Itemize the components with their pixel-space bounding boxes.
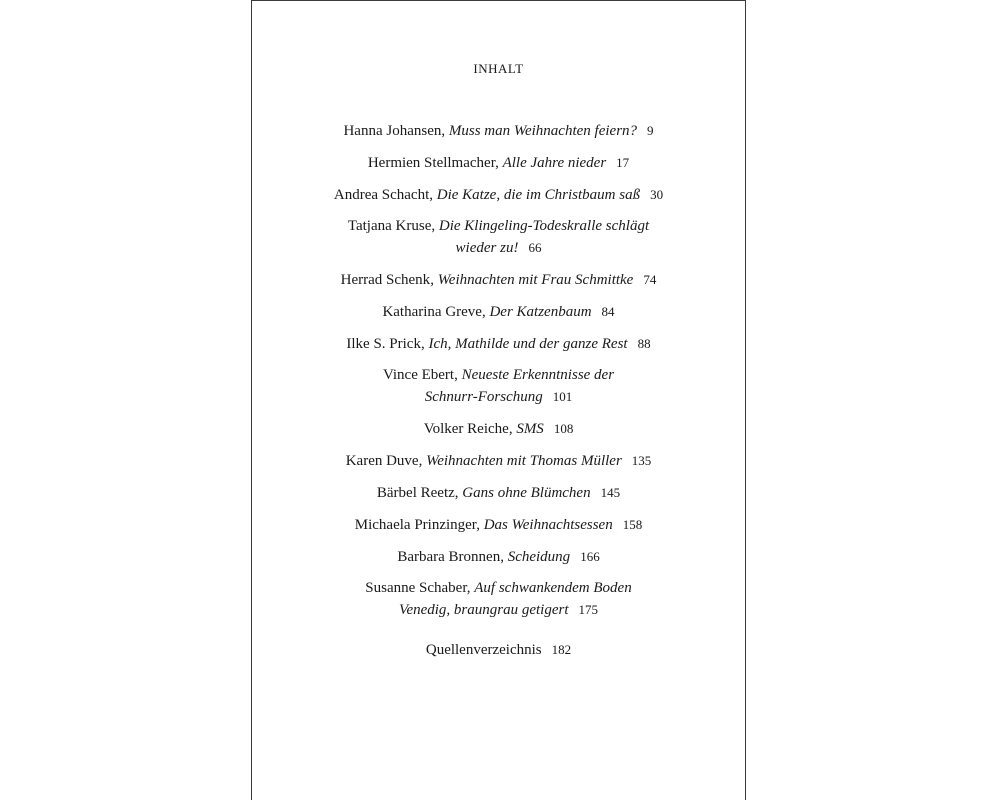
entry-author: Michaela Prinzinger	[354, 517, 477, 533]
entry-author: Ilke S. Prick	[346, 336, 421, 352]
toc-entry: Hermien Stellmacher, Alle Jahre nieder 17	[367, 155, 630, 171]
entry-page-number: 30	[650, 187, 664, 202]
entry-author: Barbara Bronnen	[397, 549, 501, 565]
entry-page-number: 17	[616, 155, 630, 170]
entry-page-number: 145	[600, 485, 621, 500]
entry-title-line-1: Die Klingeling-Todeskralle schlägt	[438, 218, 650, 234]
entry-title: Weihnachten mit Frau Schmittke	[437, 272, 634, 288]
entry-page-number: 66	[528, 240, 542, 255]
entry-page-number: 74	[643, 272, 657, 287]
toc-heading: INHALT	[473, 61, 524, 76]
entry-author: Susanne Schaber	[365, 580, 467, 596]
entry-author: Bärbel Reetz	[376, 485, 455, 501]
entry-page-number: 88	[637, 336, 651, 351]
table-of-contents	[252, 120, 745, 631]
toc-entry: Hanna Johansen, Muss man Weihnachten feiern? 9	[343, 123, 654, 139]
toc-entry: Tatjana Kruse, Die Klingeling-Todeskralle schlägt wieder zu! 66	[347, 218, 650, 256]
toc-entry: Katharina Greve, Der Katzenbaum 84	[382, 304, 615, 320]
entry-page-number: 158	[622, 517, 643, 532]
entry-title: Weihnachten mit Thomas Müller	[426, 453, 622, 469]
entry-page-number: 84	[601, 304, 615, 319]
toc-entry: Michaela Prinzinger, Das Weihnachtsessen 158	[354, 517, 643, 533]
toc-entry: Ilke S. Prick, Ich, Mathilde und der ganze Rest 88	[346, 336, 651, 352]
entry-author: Volker Reiche	[423, 421, 509, 437]
entry-title: SMS	[516, 421, 544, 437]
entry-page-number: 166	[580, 549, 600, 564]
entry-title: Der Katzenbaum	[489, 304, 592, 320]
entry-title: Gans ohne Blümchen	[462, 485, 591, 501]
entry-author: Hanna Johansen	[343, 123, 442, 139]
entry-title-line-2: wieder zu!	[455, 240, 519, 256]
entry-title: Alle Jahre nieder	[502, 155, 607, 171]
entry-title-line-1: Neueste Erkenntnisse der	[461, 367, 615, 383]
entry-title-line-2: Venedig, braungrau getigert	[398, 602, 569, 618]
toc-entry: Vince Ebert, Neueste Erkenntnisse der Schnurr-Forschung 101	[382, 367, 615, 405]
toc-entry: Andrea Schacht, Die Katze, die im Christbaum saß 30	[333, 187, 664, 203]
entry-author: Karen Duve	[345, 453, 419, 469]
entry-title-line-1: Auf schwankendem Boden	[474, 580, 632, 596]
entry-page-number: 108	[553, 421, 574, 436]
sources-page-number: 182	[551, 642, 572, 657]
entry-page-number: 135	[631, 453, 652, 468]
entry-page-number: 101	[552, 389, 573, 404]
toc-entry: Herrad Schenk, Weihnachten mit Frau Schmittke 74	[340, 272, 657, 288]
entry-author: Katharina Greve	[382, 304, 482, 320]
entry-title: Scheidung	[507, 549, 571, 565]
sources-entry	[252, 639, 745, 661]
entry-title: Muss man Weihnachten feiern?	[448, 123, 638, 139]
entry-author: Herrad Schenk	[340, 272, 431, 288]
toc-entry: Karen Duve, Weihnachten mit Thomas Müller 135	[345, 453, 652, 469]
entry-author: Vince Ebert	[382, 367, 455, 383]
entry-author: Andrea Schacht	[333, 187, 430, 203]
entry-title: Ich, Mathilde und der ganze Rest	[428, 336, 628, 352]
entry-title: Das Weihnachtsessen	[483, 517, 613, 533]
entry-page-number: 9	[647, 123, 654, 138]
book-page	[251, 0, 746, 800]
toc-entry: Bärbel Reetz, Gans ohne Blümchen 145	[376, 485, 621, 501]
entry-title-line-2: Schnurr-Forschung	[424, 389, 543, 405]
entry-page-number: 175	[578, 602, 599, 617]
toc-entry: Susanne Schaber, Auf schwankendem Boden Venedig, braungrau getigert 175	[365, 580, 632, 618]
toc-entry: Volker Reiche, SMS 108	[423, 421, 574, 437]
sources-label: Quellenverzeichnis	[425, 642, 542, 658]
entry-author: Hermien Stellmacher	[367, 155, 496, 171]
entry-title: Die Katze, die im Christbaum saß	[436, 187, 641, 203]
entry-author: Tatjana Kruse	[347, 218, 432, 234]
toc-entry: Barbara Bronnen, Scheidung 166	[397, 549, 600, 565]
